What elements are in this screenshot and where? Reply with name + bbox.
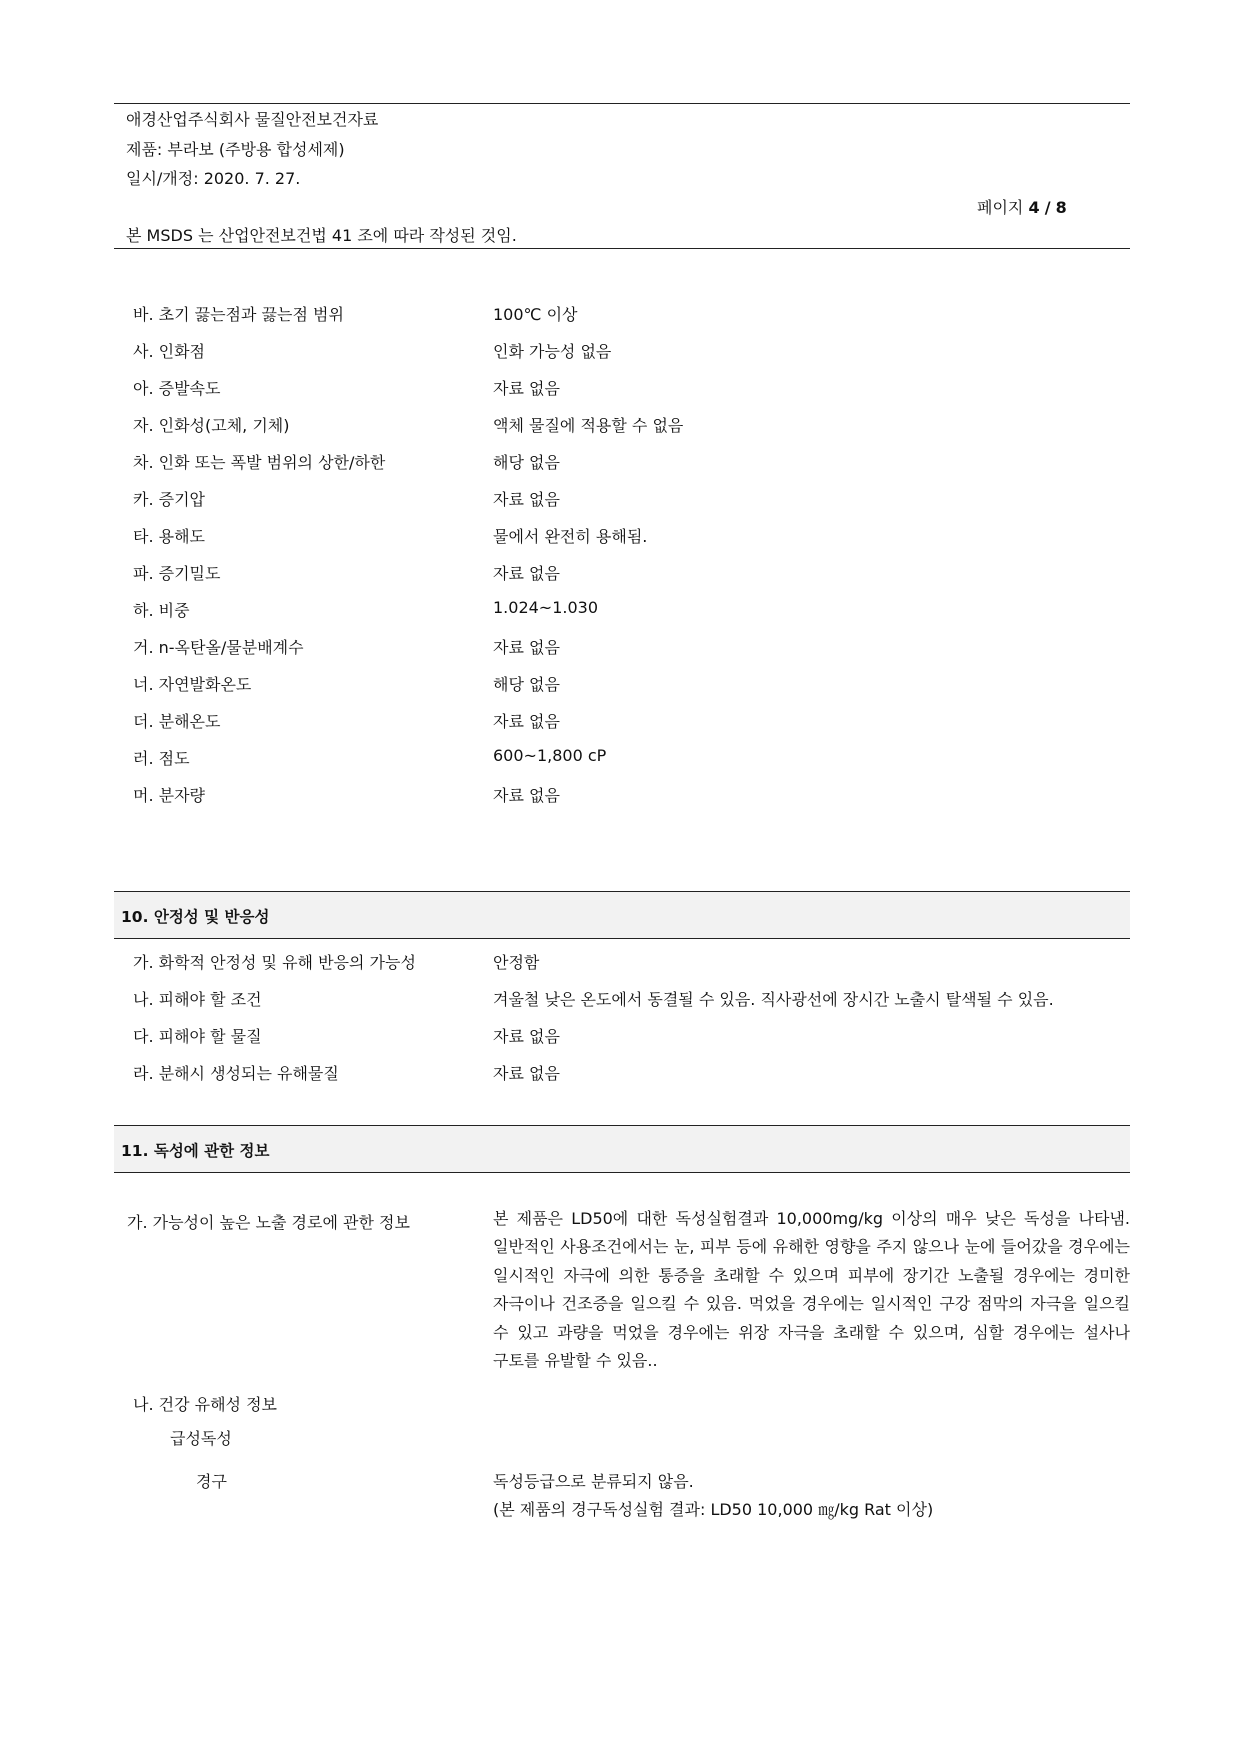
header-bottom-rule bbox=[114, 248, 1130, 249]
property-label: 타. 용해도 bbox=[133, 527, 205, 546]
property-label: 거. n-옥탄올/물분배계수 bbox=[133, 638, 304, 657]
property-label: 하. 비중 bbox=[133, 601, 190, 620]
oral-label: 경구 bbox=[196, 1472, 227, 1491]
property-value: 물에서 완전히 용해됨. bbox=[493, 527, 648, 546]
property-value: 해당 없음 bbox=[493, 453, 560, 472]
property-label: 러. 점도 bbox=[133, 749, 190, 768]
property-value: 인화 가능성 없음 bbox=[493, 342, 612, 361]
property-label: 더. 분해온도 bbox=[133, 712, 221, 731]
property-label: 사. 인화점 bbox=[133, 342, 205, 361]
exposure-text: 본 제품은 LD50에 대한 독성실험결과 10,000mg/kg 이상의 매우 낮은 독성을 나타냄. 일반적인 사용조건에서는 눈, 피부 등에 유해한 영향을 주지 않으나 눈에 들어갔을 경우에는 일시적인 자극에 의한 통증을 초래할 수 있으며 피부에 장기간 노출될 경우에는 경미한 자극이나 건조증을 일으킬 수 있음. 먹었을 경우에는 일시적인 구강 점막의 자극을 일으킬 수 있고 과량을 먹었을 경우에는 위장 자극을 초래할 수 있으며, 심할 경우에는 설사나 구토를 유발할 수 있음.. bbox=[493, 1209, 1130, 1371]
property-value: 1.024~1.030 bbox=[493, 598, 599, 617]
property-value: 600~1,800 cP bbox=[493, 746, 607, 765]
property-value: 자료 없음 bbox=[493, 564, 560, 583]
property-label: 아. 증발속도 bbox=[133, 379, 221, 398]
section10-title: 10. 안정성 및 반응성 bbox=[121, 908, 270, 926]
property-value: 자료 없음 bbox=[493, 638, 560, 657]
property-label: 머. 분자량 bbox=[133, 786, 205, 805]
stability-label: 다. 피해야 할 물질 bbox=[133, 1027, 262, 1046]
section11-header bbox=[114, 1125, 1130, 1173]
section11-title: 11. 독성에 관한 정보 bbox=[121, 1142, 270, 1160]
oral-note: (본 제품의 경구독성실험 결과: LD50 10,000 ㎎/kg Rat 이상) bbox=[493, 1500, 934, 1519]
property-value: 자료 없음 bbox=[493, 712, 560, 731]
stability-value: 자료 없음 bbox=[493, 1027, 560, 1046]
acute-toxicity-label: 급성독성 bbox=[170, 1429, 232, 1448]
property-value: 100℃ 이상 bbox=[493, 305, 578, 324]
property-value: 자료 없음 bbox=[493, 786, 560, 805]
property-label: 바. 초기 끓는점과 끓는점 범위 bbox=[133, 305, 344, 324]
stability-value: 겨울철 낮은 온도에서 동결될 수 있음. 직사광선에 장시간 노출시 탈색될 수 있음. bbox=[493, 990, 1054, 1009]
stability-label: 가. 화학적 안정성 및 유해 반응의 가능성 bbox=[133, 953, 416, 972]
msds-statement: 본 MSDS 는 산업안전보건법 41 조에 따라 작성된 것임. bbox=[126, 226, 517, 245]
exposure-label: 가. 가능성이 높은 노출 경로에 관한 정보 bbox=[127, 1213, 410, 1232]
header-top-rule bbox=[114, 103, 1130, 104]
page-current: 4 bbox=[1028, 198, 1040, 217]
company-title: 애경산업주식회사 물질안전보건자료 bbox=[126, 110, 379, 129]
product-name: 제품: 부라보 (주방용 합성세제) bbox=[126, 140, 345, 159]
property-value: 해당 없음 bbox=[493, 675, 560, 694]
page-label: 페이지 bbox=[977, 198, 1024, 217]
stability-label: 나. 피해야 할 조건 bbox=[133, 990, 262, 1009]
page-number bbox=[977, 195, 1067, 218]
property-label: 자. 인화성(고체, 기체) bbox=[133, 416, 290, 435]
section10-header bbox=[114, 891, 1130, 939]
page-total: 8 bbox=[1055, 198, 1067, 217]
property-label: 카. 증기압 bbox=[133, 490, 205, 509]
property-value: 자료 없음 bbox=[493, 379, 560, 398]
stability-value: 자료 없음 bbox=[493, 1064, 560, 1083]
property-label: 차. 인화 또는 폭발 범위의 상한/하한 bbox=[133, 453, 386, 472]
oral-value: 독성등급으로 분류되지 않음. bbox=[493, 1472, 694, 1491]
property-value: 액체 물질에 적용할 수 없음 bbox=[493, 416, 684, 435]
property-label: 너. 자연발화온도 bbox=[133, 675, 252, 694]
health-label: 나. 건강 유해성 정보 bbox=[133, 1395, 277, 1414]
page-separator: / bbox=[1044, 198, 1051, 217]
stability-value: 안정함 bbox=[493, 953, 540, 972]
property-label: 파. 증기밀도 bbox=[133, 564, 221, 583]
property-value: 자료 없음 bbox=[493, 490, 560, 509]
stability-label: 라. 분해시 생성되는 유해물질 bbox=[133, 1064, 339, 1083]
revision-date: 일시/개정: 2020. 7. 27. bbox=[126, 169, 301, 188]
